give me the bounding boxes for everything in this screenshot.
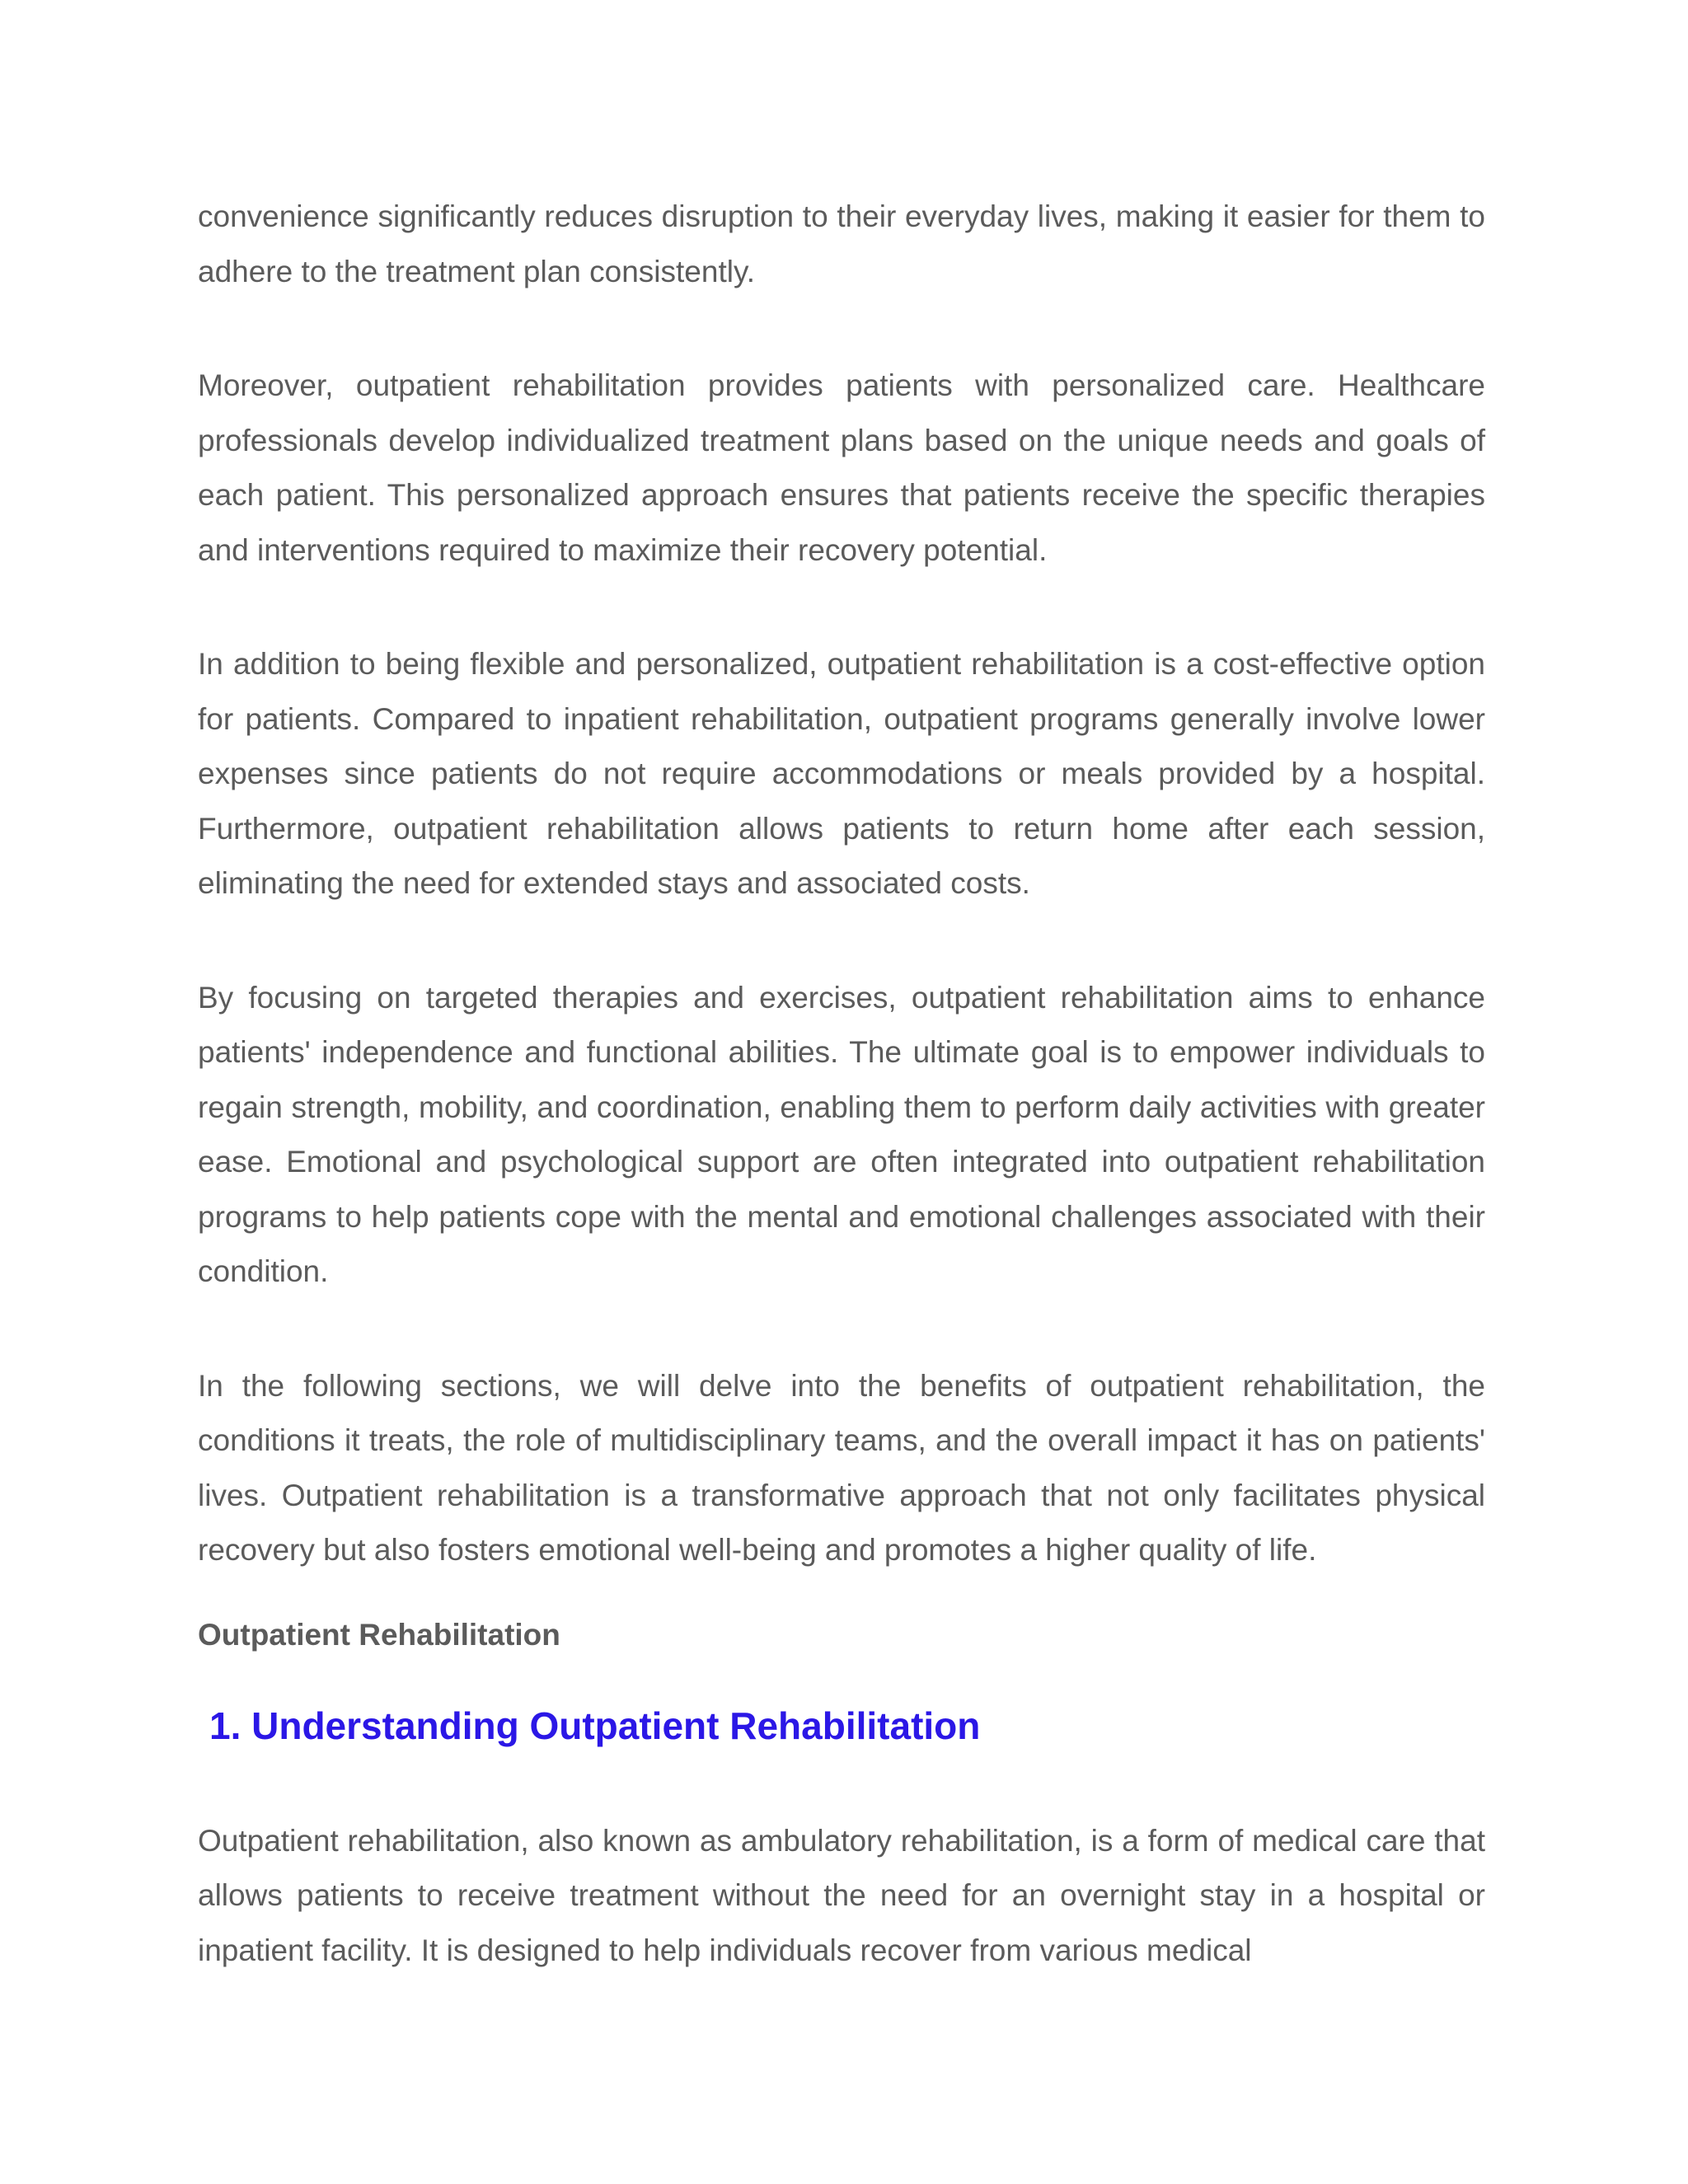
document-page [198,190,1485,1978]
paragraph-cost-effective: In addition to being flexible and personalized, outpatient rehabilitation is a cost-effective option for patients. Compared to inpatient rehabilitation, outpatient programs generally involve lower expenses since patients do not require accommodations or meals provided by a hospital. Furthermore, outpatient rehabilitation allows patients to return home after each session, eliminating the need for extended stays and associated costs. [198,647,1485,900]
section-heading-understanding: 1. Understanding Outpatient Rehabilitation [209,1704,981,1747]
subheading-outpatient-rehabilitation: Outpatient Rehabilitation [198,1617,560,1652]
paragraph-independence: By focusing on targeted therapies and exercises, outpatient rehabilitation aims to enhance patients' independence and functional abilities. The ultimate goal is to empower individuals to regain strength, mobility, and coordination, enabling them to perform daily activities with greater ease. Emotional and psychological support are often integrated into outpatient rehabilitation programs to help patients cope with the mental and emotional challenges associated with their condition. [198,980,1485,1288]
paragraph-convenience: convenience significantly reduces disruption to their everyday lives, making it easier for them to adhere to the treatment plan consistently. [198,199,1485,288]
paragraph-personalized-care: Moreover, outpatient rehabilitation provides patients with personalized care. Healthcare professionals develop individualized treatment plans based on the unique needs and goals of each patient. This personalized approach ensures that patients receive the specific therapies and interventions required to maximize their recovery potential. [198,368,1485,567]
paragraph-following-sections: In the following sections, we will delve into the benefits of outpatient rehabilitation, the conditions it treats, the role of multidisciplinary teams, and the overall impact it has on patients' lives. Outpatient rehabilitation is a transformative approach that not only facilitates physical recovery but also fosters emotional well-being and promotes a higher quality of life. [198,1368,1485,1567]
paragraph-definition: Outpatient rehabilitation, also known as ambulatory rehabilitation, is a form of medical care that allows patients to receive treatment without the need for an overnight stay in a hospital or inpatient facility. It is designed to help individuals recover from various medical [198,1823,1485,1967]
